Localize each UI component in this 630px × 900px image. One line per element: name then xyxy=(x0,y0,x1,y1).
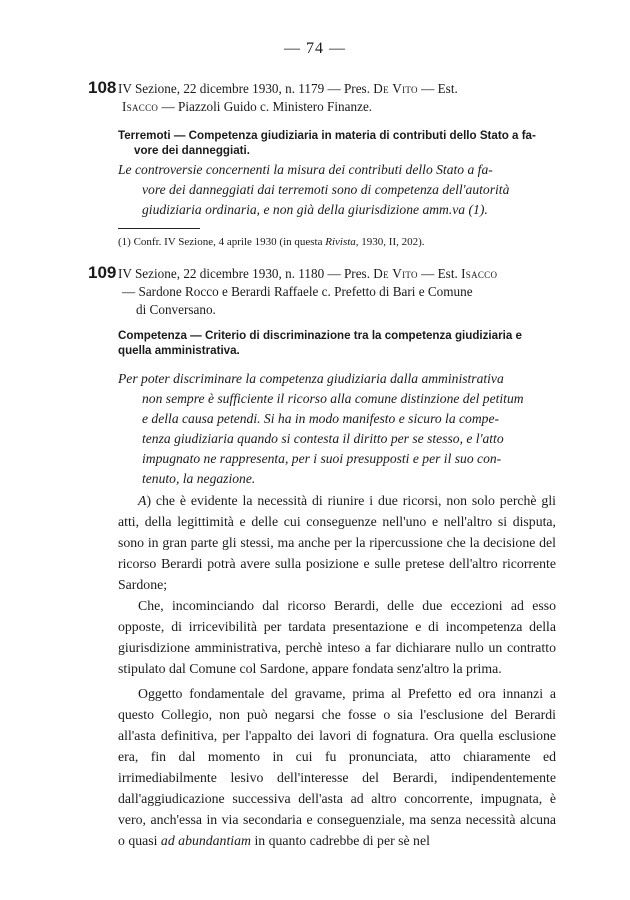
subject-line: vore dei danneggiati. xyxy=(134,144,250,157)
entry-header-line xyxy=(118,80,558,98)
decision-body xyxy=(118,490,556,851)
entry-text: IV Sezione, 22 dicembre 1930, n. 1180 — Pres. xyxy=(118,266,374,281)
paragraph-text: in quanto cadrebbe di per sè nel xyxy=(251,833,430,848)
paragraph-text: Oggetto fondamentale del gravame, prima al Prefetto ed ora innanzi a questo Collegio, non può negarsi che fosse o sia l'esclusione del Berardi all'asta definitiva, per l'appalto dei lavori di fognatura. Ora quella esclusione era, fin dal momento in cui fu pronunciata, atto chiaramente ed irrimediabilmente lesivo dell'interesse del Berardi, indipendentemente dall'aggiudicazione successiva dell'asta ad altro concorrente, impugnata, è vero, anch'essa in via secondaria e conseguenziale, ma senza necessità alcuna o quasi xyxy=(118,686,556,848)
maxim-line: tenza giudiziaria quando si contesta il diritto per se stesso, e l'atto xyxy=(142,431,504,446)
entry-109-header xyxy=(88,263,558,319)
footnote-journal: Rivista xyxy=(325,236,356,248)
body-paragraph xyxy=(118,683,556,851)
maxim-line: Le controversie concernenti la misura dei contributi dello Stato a fa- xyxy=(118,162,493,177)
maxim-line: e della causa petendi. Si ha in modo manifesto e sicuro la compe- xyxy=(142,411,500,426)
maxim-109 xyxy=(118,369,558,489)
footnote-text: (1) Confr. IV Sezione, 4 aprile 1930 (in questa xyxy=(118,236,326,248)
latin-phrase: ad abundantiam xyxy=(160,833,251,848)
page-number: — 74 — xyxy=(284,40,346,57)
entry-header-line xyxy=(118,265,558,283)
subject-108 xyxy=(118,128,558,158)
maxim-line: Per poter discriminare la competenza giudiziaria dalla amministrativa xyxy=(118,371,504,386)
estensore-name: Isacco xyxy=(461,266,498,281)
entry-text: IV Sezione, 22 dicembre 1930, n. 1179 — Pres. xyxy=(118,81,374,96)
entry-header-line: — Sardone Rocco e Berardi Raffaele c. Prefetto di Bari e Comune xyxy=(122,284,473,299)
entry-text: — Est. xyxy=(417,266,462,281)
body-paragraph xyxy=(118,490,556,595)
entry-number: 108 xyxy=(88,78,117,97)
footnote-text: , 1930, II, 202). xyxy=(355,236,425,248)
subject-line: Competenza — Criterio di discriminazione tra la competenza giudiziaria e xyxy=(118,329,522,342)
president-name: De Vito xyxy=(373,266,418,281)
entry-108-header xyxy=(88,78,558,116)
subject-line: quella amministrativa. xyxy=(118,344,240,357)
body-paragraph: Che, incominciando dal ricorso Berardi, delle due eccezioni ad esso opposte, di irricevibilità per tardata presentazione e di incompetenza della giurisdizione amministrativa, perchè inteso a far dichiarare nullo un contratto stipulato dal Comune col Sardone, appare fondata senz'altro la prima. xyxy=(118,598,556,676)
maxim-line: giudiziaria ordinaria, e non già della giurisdizione amm.va (1). xyxy=(142,202,488,217)
entry-text: — Piazzoli Guido c. Ministero Finanze. xyxy=(158,99,373,114)
maxim-line: tenuto, la negazione. xyxy=(142,471,256,486)
entry-number: 109 xyxy=(88,263,117,282)
footnote-rule xyxy=(118,228,200,229)
entry-text: — Est. xyxy=(417,81,458,96)
entry-header-line xyxy=(118,98,558,116)
maxim-line: vore dei danneggiati dai terremoti sono di competenza dell'autorità xyxy=(142,182,510,197)
entry-header-line: di Conversano. xyxy=(136,302,216,317)
estensore-name: Isacco xyxy=(122,99,159,114)
maxim-108 xyxy=(118,160,558,220)
subject-109 xyxy=(118,328,558,358)
subject-line: Terremoti — Competenza giudiziaria in materia di contributi dello Stato a fa- xyxy=(118,129,536,142)
maxim-line: non sempre è sufficiente il ricorso alla comune distinzione del petitum xyxy=(142,391,524,406)
paragraph-lead: A xyxy=(138,493,147,508)
paragraph-text: ) che è evidente la necessità di riunire i due ricorsi, non solo perchè gli atti, della legittimità e delle cui conseguenze nell'uno e nell'altro si disputa, sono in gran parte gli stessi, ma anche per la ripercussione che la decisione del ricorso Berardi potrà avere sulla posizione e sulle pretese dell'altro ricorrente Sardone; xyxy=(118,493,556,592)
president-name: De Vito xyxy=(373,81,418,96)
footnote-108 xyxy=(118,236,558,248)
maxim-line: impugnato ne rappresenta, per i suoi presupposti e per il suo con- xyxy=(142,451,502,466)
